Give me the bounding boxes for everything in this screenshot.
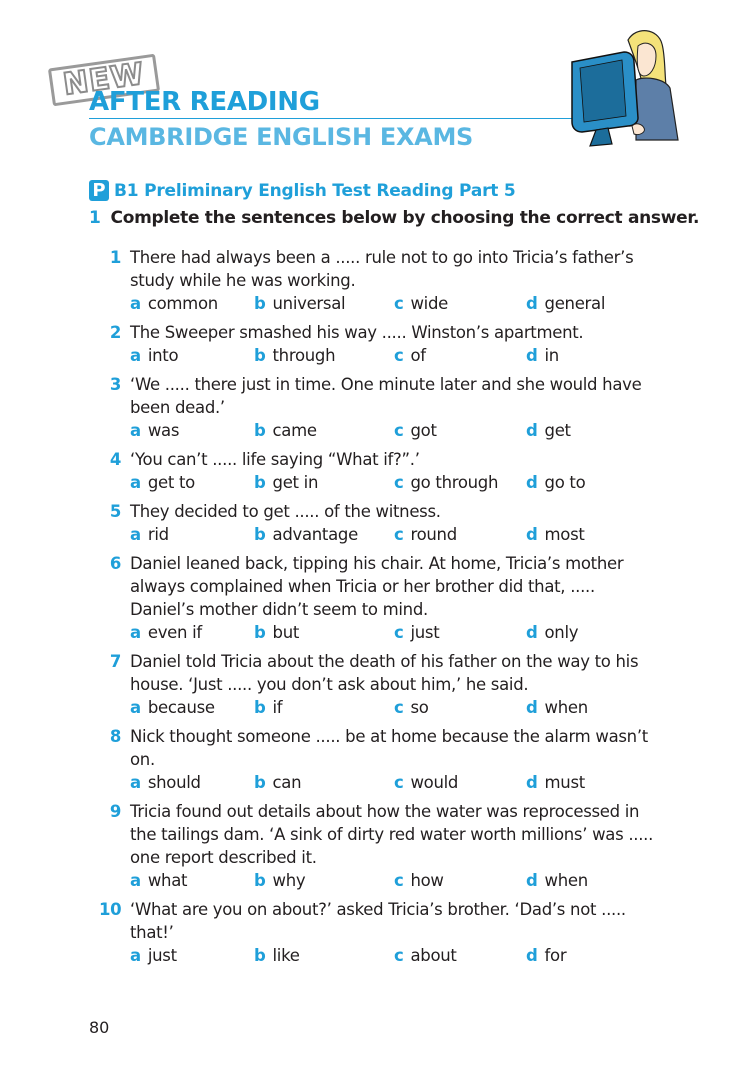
option-text: go through <box>410 473 499 492</box>
question-text: The Sweeper smashed his way ..... Winston’s apartment. <box>130 323 584 342</box>
option-text: should <box>147 773 201 792</box>
question-text-block <box>0 448 660 471</box>
option-text: because <box>147 698 215 717</box>
option-letter: a <box>130 294 141 313</box>
question-text-block <box>0 552 660 621</box>
question-number: 4 <box>109 450 121 469</box>
option-text: wide <box>410 294 448 313</box>
option-text: general <box>544 294 606 313</box>
answer-option[interactable] <box>526 525 585 544</box>
title-rule <box>89 118 589 119</box>
instruction-text: Complete the sentences below by choosing the correct answer. <box>110 208 700 228</box>
instruction <box>89 208 699 228</box>
answer-option[interactable] <box>130 346 178 365</box>
answer-option[interactable] <box>130 698 215 717</box>
option-letter: a <box>130 871 141 890</box>
question-text-block <box>0 373 660 419</box>
option-text: in <box>544 346 559 365</box>
option-text: can <box>272 773 302 792</box>
page-title: AFTER READING <box>89 87 320 117</box>
option-letter: c <box>394 421 404 440</box>
option-text: but <box>272 623 300 642</box>
option-text: got <box>410 421 437 440</box>
answer-option[interactable] <box>130 623 202 642</box>
question-item <box>0 650 750 725</box>
question-number: 2 <box>109 323 121 342</box>
answer-option[interactable] <box>254 346 335 365</box>
option-letter: c <box>394 623 404 642</box>
answer-option[interactable] <box>254 421 317 440</box>
option-letter: b <box>254 421 266 440</box>
option-letter: c <box>394 346 404 365</box>
option-letter: c <box>394 871 404 890</box>
new-badge: NEW <box>48 54 160 107</box>
option-letter: b <box>254 525 266 544</box>
answer-option[interactable] <box>254 773 301 792</box>
question-text: Tricia found out details about how the water was reprocessed in the tailings dam. ‘A sink of dirty red water worth millions’ was ..... one report described it. <box>130 802 654 867</box>
option-text: universal <box>272 294 346 313</box>
option-letter: a <box>130 623 141 642</box>
woman-at-computer-illustration <box>566 22 686 152</box>
answer-option[interactable] <box>130 525 169 544</box>
answer-option[interactable] <box>394 623 439 642</box>
question-text: ‘What are you on about?’ asked Tricia’s brother. ‘Dad’s not ..... that!’ <box>130 900 626 942</box>
question-text-block <box>0 650 660 696</box>
question-text: ‘You can’t ..... life saying “What if?”.’ <box>130 450 420 469</box>
answer-options <box>0 621 750 650</box>
option-text: would <box>410 773 459 792</box>
answer-option[interactable] <box>254 946 300 965</box>
question-number: 5 <box>109 502 121 521</box>
instruction-number: 1 <box>89 208 101 228</box>
answer-option[interactable] <box>254 871 305 890</box>
answer-option[interactable] <box>394 473 498 492</box>
question-number: 6 <box>109 554 121 573</box>
option-letter: b <box>254 698 266 717</box>
answer-option[interactable] <box>130 473 195 492</box>
answer-options <box>0 771 750 800</box>
answer-options <box>0 471 750 500</box>
answer-option[interactable] <box>254 294 345 313</box>
option-letter: d <box>526 525 538 544</box>
section-title: B1 Preliminary English Test Reading Part 5 <box>114 180 516 201</box>
answer-option[interactable] <box>130 294 218 313</box>
question-item <box>0 246 750 321</box>
option-letter: c <box>394 525 404 544</box>
answer-option[interactable] <box>130 773 201 792</box>
question-item <box>0 448 750 500</box>
answer-options <box>0 869 750 898</box>
option-text: like <box>272 946 300 965</box>
question-item <box>0 552 750 650</box>
option-text: of <box>410 346 426 365</box>
question-text: Nick thought someone ..... be at home because the alarm wasn’t on. <box>130 727 648 769</box>
option-text: so <box>410 698 429 717</box>
option-letter: c <box>394 773 404 792</box>
option-letter: b <box>254 346 266 365</box>
question-number: 7 <box>109 652 121 671</box>
page-number: 80 <box>89 1018 110 1037</box>
question-item <box>0 800 750 898</box>
option-text: advantage <box>272 525 358 544</box>
answer-option[interactable] <box>130 946 177 965</box>
option-letter: a <box>130 773 141 792</box>
option-text: must <box>544 773 585 792</box>
option-text: most <box>544 525 585 544</box>
option-letter: d <box>526 346 538 365</box>
option-text: even if <box>147 623 202 642</box>
answer-option[interactable] <box>394 871 444 890</box>
question-number: 1 <box>109 248 121 267</box>
preliminary-icon: P <box>89 180 109 201</box>
question-text-block <box>0 321 660 344</box>
option-text: only <box>544 623 579 642</box>
option-letter: d <box>526 473 538 492</box>
option-text: what <box>147 871 188 890</box>
option-letter: d <box>526 421 538 440</box>
answer-option[interactable] <box>394 294 448 313</box>
question-number: 9 <box>109 802 121 821</box>
page-subtitle: CAMBRIDGE ENGLISH EXAMS <box>89 123 474 151</box>
option-letter: c <box>394 294 404 313</box>
option-text: came <box>272 421 317 440</box>
option-text: get in <box>272 473 319 492</box>
answer-option[interactable] <box>526 871 588 890</box>
option-letter: d <box>526 946 538 965</box>
answer-option[interactable] <box>526 773 585 792</box>
question-text: They decided to get ..... of the witness. <box>130 502 441 521</box>
answer-option[interactable] <box>130 421 179 440</box>
answer-option[interactable] <box>254 525 358 544</box>
option-letter: d <box>526 623 538 642</box>
answer-options <box>0 344 750 373</box>
option-text: go to <box>544 473 586 492</box>
answer-option[interactable] <box>526 346 559 365</box>
option-letter: a <box>130 946 141 965</box>
question-list <box>0 246 750 973</box>
option-text: get to <box>147 473 195 492</box>
answer-option[interactable] <box>130 871 187 890</box>
question-text-block <box>0 898 660 944</box>
question-text: Daniel leaned back, tipping his chair. At home, Tricia’s mother always complained when Tricia or her brother did that, ..... Daniel’s mother didn’t seem to mind. <box>130 554 624 619</box>
answer-options <box>0 292 750 321</box>
option-text: for <box>544 946 567 965</box>
section-heading <box>89 180 516 201</box>
question-text-block <box>0 725 660 771</box>
question-text-block <box>0 246 660 292</box>
answer-options <box>0 696 750 725</box>
option-letter: b <box>254 294 266 313</box>
answer-option[interactable] <box>394 421 437 440</box>
option-text: through <box>272 346 336 365</box>
option-letter: a <box>130 346 141 365</box>
option-text: when <box>544 871 588 890</box>
question-text: Daniel told Tricia about the death of his father on the way to his house. ‘Just ..... you don’t ask about him,’ he said. <box>130 652 639 694</box>
question-item <box>0 725 750 800</box>
option-letter: a <box>130 525 141 544</box>
option-letter: b <box>254 871 266 890</box>
option-text: common <box>147 294 218 313</box>
answer-option[interactable] <box>394 946 457 965</box>
question-item <box>0 500 750 552</box>
answer-option[interactable] <box>394 698 429 717</box>
answer-option[interactable] <box>526 698 588 717</box>
option-text: how <box>410 871 444 890</box>
option-letter: a <box>130 473 141 492</box>
answer-option[interactable] <box>526 294 605 313</box>
answer-option[interactable] <box>394 773 458 792</box>
answer-options <box>0 944 750 973</box>
option-letter: b <box>254 946 266 965</box>
answer-options <box>0 523 750 552</box>
question-item <box>0 321 750 373</box>
answer-option[interactable] <box>526 473 585 492</box>
option-text: into <box>147 346 179 365</box>
option-text: just <box>410 623 440 642</box>
question-text: There had always been a ..... rule not to go into Tricia’s father’s study while he was working. <box>130 248 634 290</box>
option-text: get <box>544 421 571 440</box>
option-text: just <box>147 946 177 965</box>
question-text: ‘We ..... there just in time. One minute later and she would have been dead.’ <box>130 375 642 417</box>
option-letter: c <box>394 946 404 965</box>
option-letter: b <box>254 473 266 492</box>
question-number: 10 <box>99 900 122 919</box>
answer-option[interactable] <box>526 623 578 642</box>
option-letter: d <box>526 871 538 890</box>
option-text: about <box>410 946 457 965</box>
option-text: was <box>147 421 180 440</box>
option-text: round <box>410 525 457 544</box>
option-letter: d <box>526 294 538 313</box>
option-text: rid <box>147 525 169 544</box>
option-letter: c <box>394 473 404 492</box>
option-letter: b <box>254 623 266 642</box>
option-letter: a <box>130 421 141 440</box>
answer-option[interactable] <box>254 473 318 492</box>
option-letter: b <box>254 773 266 792</box>
option-text: if <box>272 698 283 717</box>
option-letter: a <box>130 698 141 717</box>
option-letter: d <box>526 698 538 717</box>
answer-option[interactable] <box>254 698 282 717</box>
question-text-block <box>0 800 660 869</box>
answer-option[interactable] <box>394 346 426 365</box>
option-letter: d <box>526 773 538 792</box>
question-text-block <box>0 500 660 523</box>
answer-option[interactable] <box>526 946 566 965</box>
answer-option[interactable] <box>254 623 299 642</box>
question-number: 8 <box>109 727 121 746</box>
question-item <box>0 373 750 448</box>
option-letter: c <box>394 698 404 717</box>
answer-option[interactable] <box>394 525 457 544</box>
question-item <box>0 898 750 973</box>
answer-option[interactable] <box>526 421 571 440</box>
option-text: when <box>544 698 588 717</box>
question-number: 3 <box>109 375 121 394</box>
answer-options <box>0 419 750 448</box>
option-text: why <box>272 871 306 890</box>
